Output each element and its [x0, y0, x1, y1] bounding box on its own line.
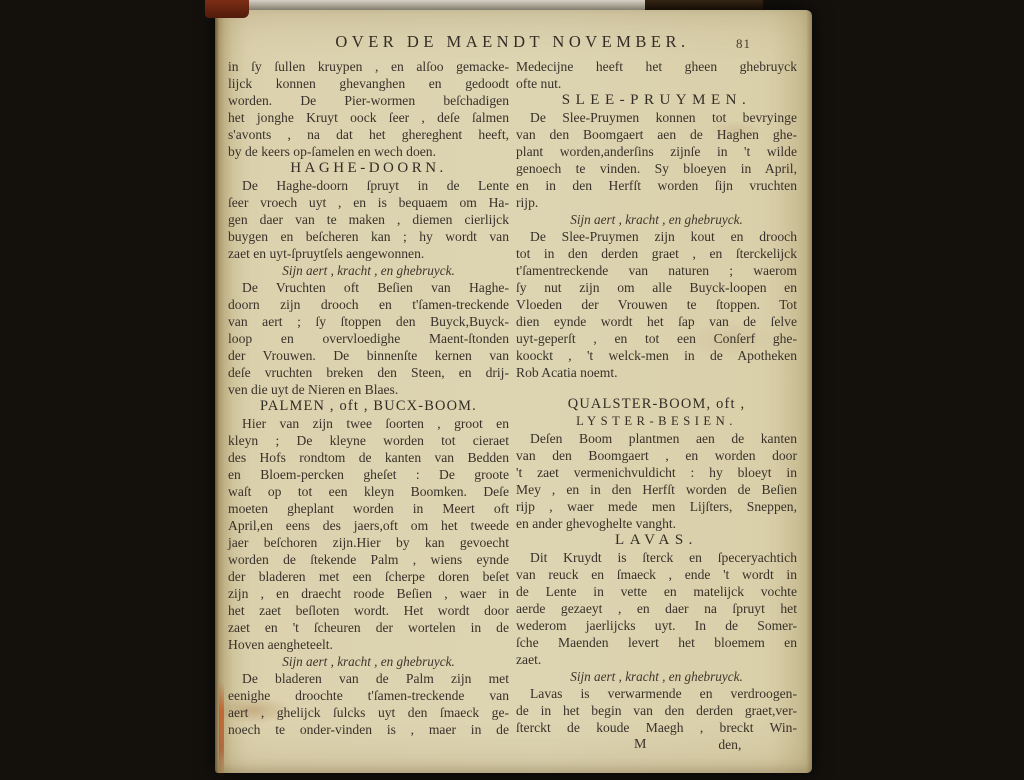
text-line: De Haghe-doorn ſpruyt in de Lente [242, 178, 509, 193]
text-line: aerde gezaeyt , en daer na ſpruyt het [516, 601, 797, 616]
text-line: eenighe droochte t'ſamen-treckende van [228, 688, 509, 703]
text-columns [228, 58, 797, 753]
text-line: 't zaet vermenichvuldicht : hy bloeyt in [516, 465, 797, 480]
paragraph [516, 228, 797, 381]
text-line: van reuck en ſmaeck , ende 't wordt in [516, 567, 797, 582]
paragraph [516, 430, 797, 532]
text-line: rijp , waer mede men Lijſters, Sneppen, [516, 499, 797, 514]
text-line: Lavas is verwarmende en verdroogen- [530, 686, 797, 701]
text-line: HAGHE-DOORN. [290, 160, 447, 176]
text-line: Mey , en in den Herfſt worden de Beſien [516, 482, 797, 497]
text-line: De bladeren van de Palm zijn met [242, 671, 509, 686]
heading [516, 396, 797, 413]
text-line: plant worden,anderſins zijnſe in 't wilde [516, 144, 797, 159]
text-line: deſe vruchten breken den Steen, en drij- [228, 365, 509, 380]
text-line: De Slee-Pruymen konnen tot bevryinge [530, 110, 797, 125]
text-line: s'avonts , na dat het ghereghent heeft, [228, 127, 509, 142]
book-page [215, 10, 812, 773]
text-line: jaer beſchoren zijn.Hier by kan gevoecht [228, 535, 509, 550]
text-line: April,en eens des jaers,oft om het tweede [228, 518, 509, 533]
text-line: de Lente in vette en matelijck vochte [516, 584, 797, 599]
page-number: 81 [736, 36, 751, 51]
left-column [228, 58, 509, 753]
right-column [516, 58, 797, 753]
text-line: De Vruchten oft Beſien van Haghe- [242, 280, 509, 295]
text-line: lijck konnen ghevanghen en gedoodt [228, 76, 509, 91]
text-line: moeten gheplant worden in Meert oft [228, 501, 509, 516]
text-line: tot in den derden graet , en ſterckelijck [516, 246, 797, 261]
text-line: rijp. [516, 195, 539, 210]
text-line: t'ſamentreckende van naturen ; waerom [516, 263, 797, 278]
text-line: wederom jaerlijcks uyt. In de Somer- [516, 618, 797, 633]
text-line: genoech te vinden. Sy bloeyen in April, [516, 161, 797, 176]
text-line: Sijn aert , kracht , en ghebruyck. [282, 654, 455, 669]
catchword: den, [718, 737, 742, 752]
text-line: koockt , 't welck-men in de Apotheken [516, 348, 797, 363]
text-line: en in den Herfſt worden ſijn vruchten [516, 178, 797, 193]
text-line: dien eynde wordt het ſap van de ſelve [516, 314, 797, 329]
paragraph [516, 58, 797, 92]
text-line: noech te onder-vinden is , maer in de [228, 722, 509, 737]
heading [228, 160, 509, 177]
paragraph [516, 685, 797, 736]
text-line: QUALSTER-BOOM, oft , [567, 396, 746, 412]
subheading [516, 211, 797, 228]
text-line: Vloeden der Vrouwen te ſtoppen. Tot [516, 297, 797, 312]
page-content [228, 24, 797, 753]
text-line: de in het begin van den derden graet,ver- [516, 703, 797, 718]
signature [516, 736, 797, 753]
text-line: Sijn aert , kracht , en ghebruyck. [570, 669, 743, 684]
text-line: kleyn ; De kleyne worden tot cieraet [228, 433, 509, 448]
text-line: ven die uyt de Nieren en Blaes. [228, 382, 399, 397]
text-line: zaet en 't ſcheuren der wortelen in de [228, 620, 509, 635]
text-line: PALMEN , oft , BUCX-BOOM. [260, 398, 477, 414]
paragraph [228, 58, 509, 160]
text-line: ſy nut zijn om alle Buyck-loopen en [516, 280, 797, 295]
text-line: buygen en beſcheren kan ; hy wordt van [228, 229, 509, 244]
subheading [228, 262, 509, 279]
text-line: Medecijne heeft het gheen ghebruyck [516, 59, 797, 74]
text-line: Deſen Boom plantmen aen de kanten [530, 431, 797, 446]
page-header [228, 24, 797, 52]
text-line: Sijn aert , kracht , en ghebruyck. [282, 263, 455, 278]
text-line: De Slee-Pruymen zijn kout en drooch [530, 229, 797, 244]
text-line: der Vrouwen. De binnenſte kernen van [228, 348, 509, 363]
text-line: ſterckt de koude Maegh , breckt Win- [516, 720, 797, 735]
subheading [516, 668, 797, 685]
paragraph [516, 109, 797, 211]
text-line: van den Boomgaert , en worden door [516, 448, 797, 463]
page-edge-stain [219, 682, 224, 778]
text-line: LAVAS. [615, 532, 698, 548]
text-line: LYSTER-BESIEN. [576, 414, 737, 428]
text-line: zaet. [516, 652, 542, 667]
heading [228, 398, 509, 415]
text-line: Dit Kruydt is ſterck en ſpeceryachtich [530, 550, 797, 565]
text-line: SLEE-PRUYMEN. [561, 92, 752, 108]
text-line: worden. De Pier-wormen beſchadigen [228, 93, 509, 108]
paragraph [516, 549, 797, 668]
text-line: doorn zijn drooch en t'ſamen-treckende [228, 297, 509, 312]
text-line: Sijn aert , kracht , en ghebruyck. [570, 212, 743, 227]
text-line: het jonghe Kruyt oock ſeer , deſe ſalmen [228, 110, 509, 125]
text-line: en ander ghevoghelte vanght. [516, 516, 677, 531]
text-line: worden de ſtekende Palm , wiens eynde [228, 552, 509, 567]
text-line: het zaet beſloten wordt. Het wordt door [228, 603, 509, 618]
text-line: zaet en uyt-ſpruytſels aengewonnen. [228, 246, 425, 261]
text-line: gen daer van te maken , diemen cierlijck [228, 212, 509, 227]
text-line: Hier van zijn twee ſoorten , groot en [242, 416, 509, 431]
text-line: ſeer vroech uyt , en is bequaem om Ha- [228, 195, 509, 210]
text-line: van aert ; ſy ſtoppen den Buyck,Buyck- [228, 314, 509, 329]
running-title: OVER DE MAENDT NOVEMBER. [335, 32, 690, 51]
paragraph [228, 415, 509, 653]
text-line: Rob Acatia noemt. [516, 365, 618, 380]
text-line: waſt op tot een kleyn Boomken. Deſe [228, 484, 509, 499]
text-line: ofte nut. [516, 76, 562, 91]
subheading [228, 653, 509, 670]
text-line: Hoven aengheteelt. [228, 637, 333, 652]
text-line: in ſy ſullen kruypen , en alſoo gemacke- [228, 59, 509, 74]
heading [516, 92, 797, 109]
heading [516, 413, 797, 430]
text-line: uyt-geperſt , en tot een Conſerf ghe- [516, 331, 797, 346]
text-line: en Bloem-percken gheſet : De groote [228, 467, 509, 482]
text-line: van den Boomgaert aen de Haghen ghe- [516, 127, 797, 142]
text-line: ſche Maenden levert het bloemem en [516, 635, 797, 650]
paragraph [228, 279, 509, 398]
paragraph [228, 670, 509, 738]
text-line: loop en overvloedighe Maent-ſtonden [228, 331, 509, 346]
spine-leather [205, 0, 249, 18]
text-line: aert , ghelijck ſulcks uyt den ſmaeck ge- [228, 705, 509, 720]
heading [516, 532, 797, 549]
text-line: des Hofs rondtom de kanten van Bedden [228, 450, 509, 465]
text-line: by de keers op-ſamelen en wech doen. [228, 144, 436, 159]
text-line: zijn , en draecht roode Beſien , waer in [228, 586, 509, 601]
signature-mark: M [634, 737, 648, 752]
text-line: der bladeren met een ſcherpe doren beſet [228, 569, 509, 584]
paragraph [228, 177, 509, 262]
